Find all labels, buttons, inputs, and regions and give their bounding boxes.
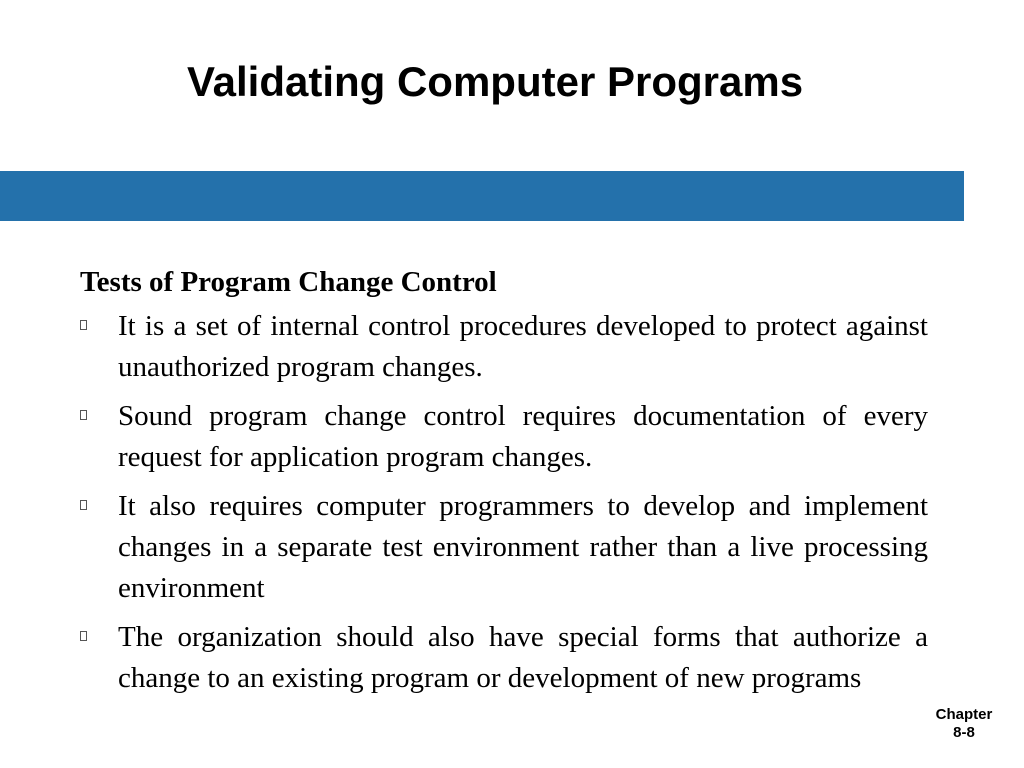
chapter-label — [920, 706, 1008, 742]
bullet-text: It also requires computer programmers to develop and implement changes in a separate test environment rather than a live processing environment — [118, 490, 928, 604]
section-heading: Tests of Program Change Control — [80, 266, 497, 298]
bullet-list — [80, 306, 928, 699]
bullet-text: It is a set of internal control procedures developed to protect against unauthorized program changes. — [118, 310, 928, 383]
square-bullet-icon — [80, 631, 87, 641]
bullet-text: The organization should also have special forms that authorize a change to an existing program or development of new programs — [118, 621, 928, 694]
slide-content — [80, 262, 928, 707]
slide-title: Validating Computer Programs — [186, 58, 804, 105]
bullet-item — [80, 617, 928, 699]
square-bullet-icon — [80, 320, 87, 330]
bullet-item — [80, 486, 928, 609]
accent-bar — [0, 171, 964, 221]
bullet-item — [80, 396, 928, 478]
square-bullet-icon — [80, 500, 87, 510]
square-bullet-icon — [80, 410, 87, 420]
bullet-item — [80, 306, 928, 388]
bullet-text: Sound program change control requires documentation of every request for application program changes. — [118, 400, 928, 473]
chapter-number: 8-8 — [953, 724, 975, 741]
chapter-word: Chapter — [935, 706, 993, 723]
